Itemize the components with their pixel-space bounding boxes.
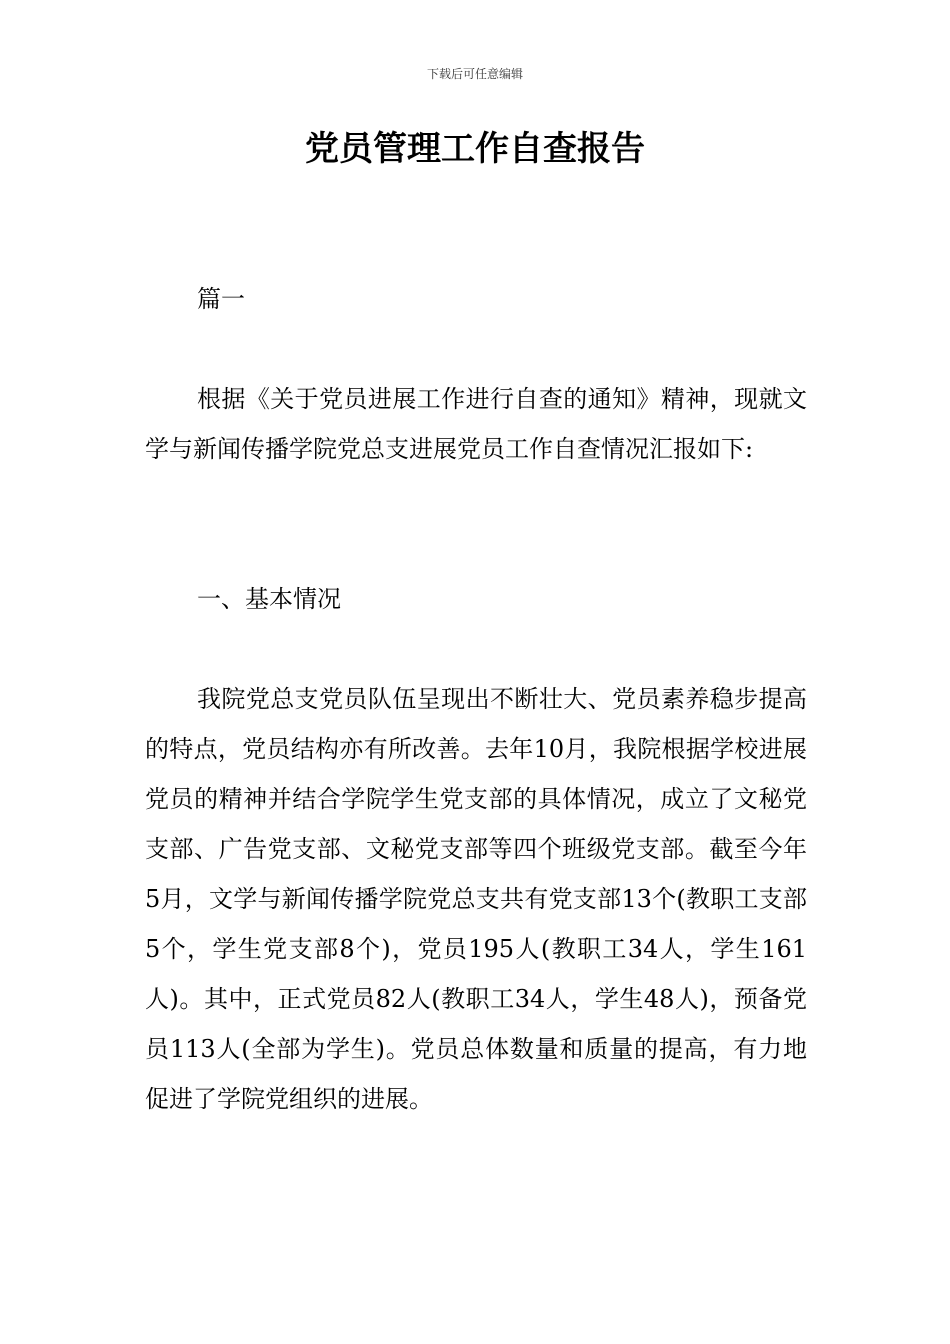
header-note: 下载后可任意编辑 [426,67,523,81]
section-heading-basic: 一、基本情况 [197,585,341,613]
body-paragraph: 我院党总支党员队伍呈现出不断壮大、党员素养稳步提高的特点，党员结构亦有所改善。去年10月，我院根据学校进展党员的精神并结合学院学生党支部的具体情况，成立了文秘党支部、广告党支部、文秘党支部等四个班级党支部。截至今年5月，文学与新闻传播学院党总支共有党支部13个(教职工支部5个，学生党支部8个)，党员195人(教职工34人，学生161人)。其中，正式党员82人(教职工34人，学生48人)，预备党员113人(全部为学生)。党员总体数量和质量的提高，有力地促进了学院党组织的进展。 [145,685,807,1113]
document-title: 党员管理工作自查报告 [305,129,645,169]
section-label: 篇一 [197,285,245,313]
intro-paragraph: 根据《关于党员进展工作进行自查的通知》精神，现就文学与新闻传播学院党总支进展党员工作自查情况汇报如下: [145,385,807,463]
